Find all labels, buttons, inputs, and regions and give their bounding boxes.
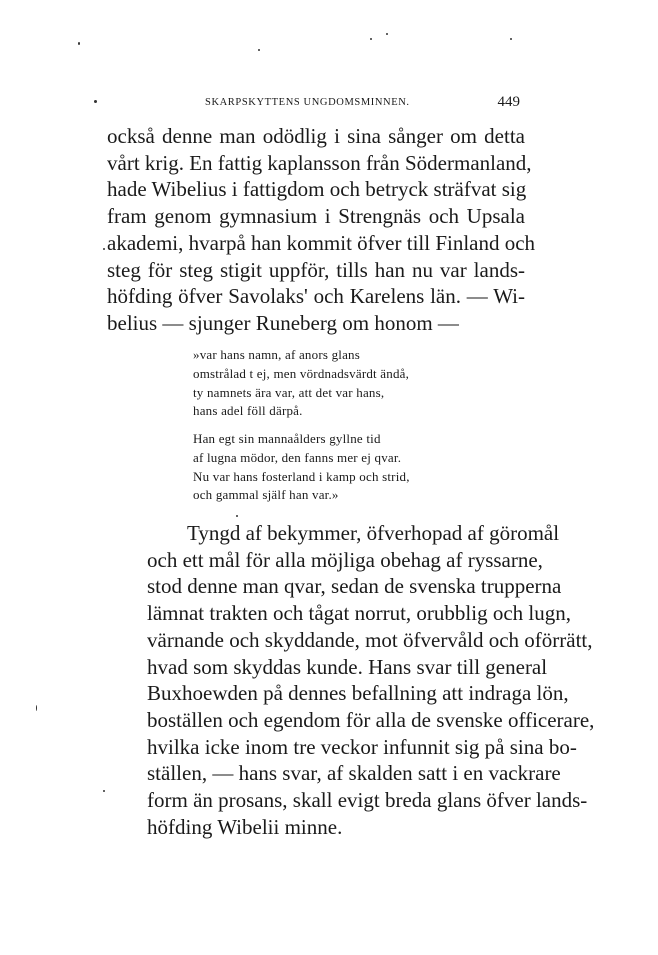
text-line: Tyngd af bekymmer, öfverhopad af göromål: [187, 521, 560, 545]
text-line: hvilka icke inom tre veckor infunnit sig på sina bo-: [147, 734, 577, 759]
text-line: akademi, hvarpå han kommit öfver till Finland och: [107, 230, 536, 255]
text-line: höfding öfver Savolaks' och Karelens län. — Wi-: [107, 284, 525, 309]
text-line: också denne man odödlig i sina sånger om detta: [107, 124, 525, 148]
poem-line: »var hans namn, af anors glans: [193, 347, 361, 362]
page-header: [205, 94, 520, 117]
text-line: värnande och skyddande, mot öfvervåld och oförrätt,: [147, 627, 593, 652]
text-line: stod denne man qvar, sedan de svenska trupperna: [147, 574, 562, 599]
paper-speck: [236, 515, 238, 517]
paper-speck: [94, 100, 97, 103]
text-line: ställen, — hans svar, af skalden satt i en vackrare: [147, 761, 561, 786]
paper-speck: [103, 790, 105, 792]
paper-speck: [36, 705, 37, 711]
poem-line: ty namnets ära var, att det var hans,: [193, 384, 385, 400]
text-line: Buxhoewden på dennes befallning att indraga lön,: [147, 681, 569, 706]
poem-line: hans adel föll därpå.: [193, 403, 303, 419]
poem-stanza-1: [193, 346, 409, 421]
text-line: och ett mål för alla möjliga obehag af ryssarne,: [147, 547, 543, 572]
text-line: steg för steg stigit uppför, tills han nu var lands-: [107, 257, 525, 282]
text-line: lämnat trakten och tågat norrut, orubblig och lugn,: [147, 601, 571, 626]
poem-line: af lugna mödor, den fanns mer ej qvar.: [193, 449, 402, 465]
paper-speck: [103, 248, 105, 250]
text-line: hade Wibelius i fattigdom och betryck sträfvat sig: [107, 177, 527, 202]
text-line: boställen och egendom för alla de svenske officerare,: [147, 707, 595, 732]
text-line: vårt krig. En fattig kaplansson från Södermanland,: [107, 150, 532, 175]
text-line: belius — sjunger Runeberg om honom —: [107, 310, 459, 335]
paragraph-1: [107, 123, 536, 337]
paper-speck: [510, 38, 512, 40]
poem-line: omstrålad t ej, men vördnadsvärdt ändå,: [193, 365, 410, 381]
poem-line: Nu var hans fosterland i kamp och strid,: [193, 468, 410, 484]
paper-speck: [258, 49, 260, 51]
text-line: höfding Wibelii minne.: [147, 814, 343, 839]
paper-speck: [386, 33, 388, 35]
poem-line: Han egt sin mannaålders gyllne tid: [193, 431, 381, 446]
poem-line: och gammal själf han var.»: [193, 487, 339, 503]
paper-speck: [370, 38, 372, 40]
text-line: form än prosans, skall evigt breda glans öfver lands-: [147, 788, 588, 813]
page-number: 449: [497, 94, 520, 110]
poem-stanza-2: [193, 430, 410, 505]
text-line: hvad som skyddas kunde. Hans svar till general: [147, 654, 548, 679]
paragraph-2: [107, 520, 595, 840]
paper-speck: [78, 42, 80, 45]
running-head: SKARPSKYTTENS UNGDOMSMINNEN.: [205, 97, 410, 108]
text-line: fram genom gymnasium i Strengnäs och Upsala: [107, 204, 525, 229]
